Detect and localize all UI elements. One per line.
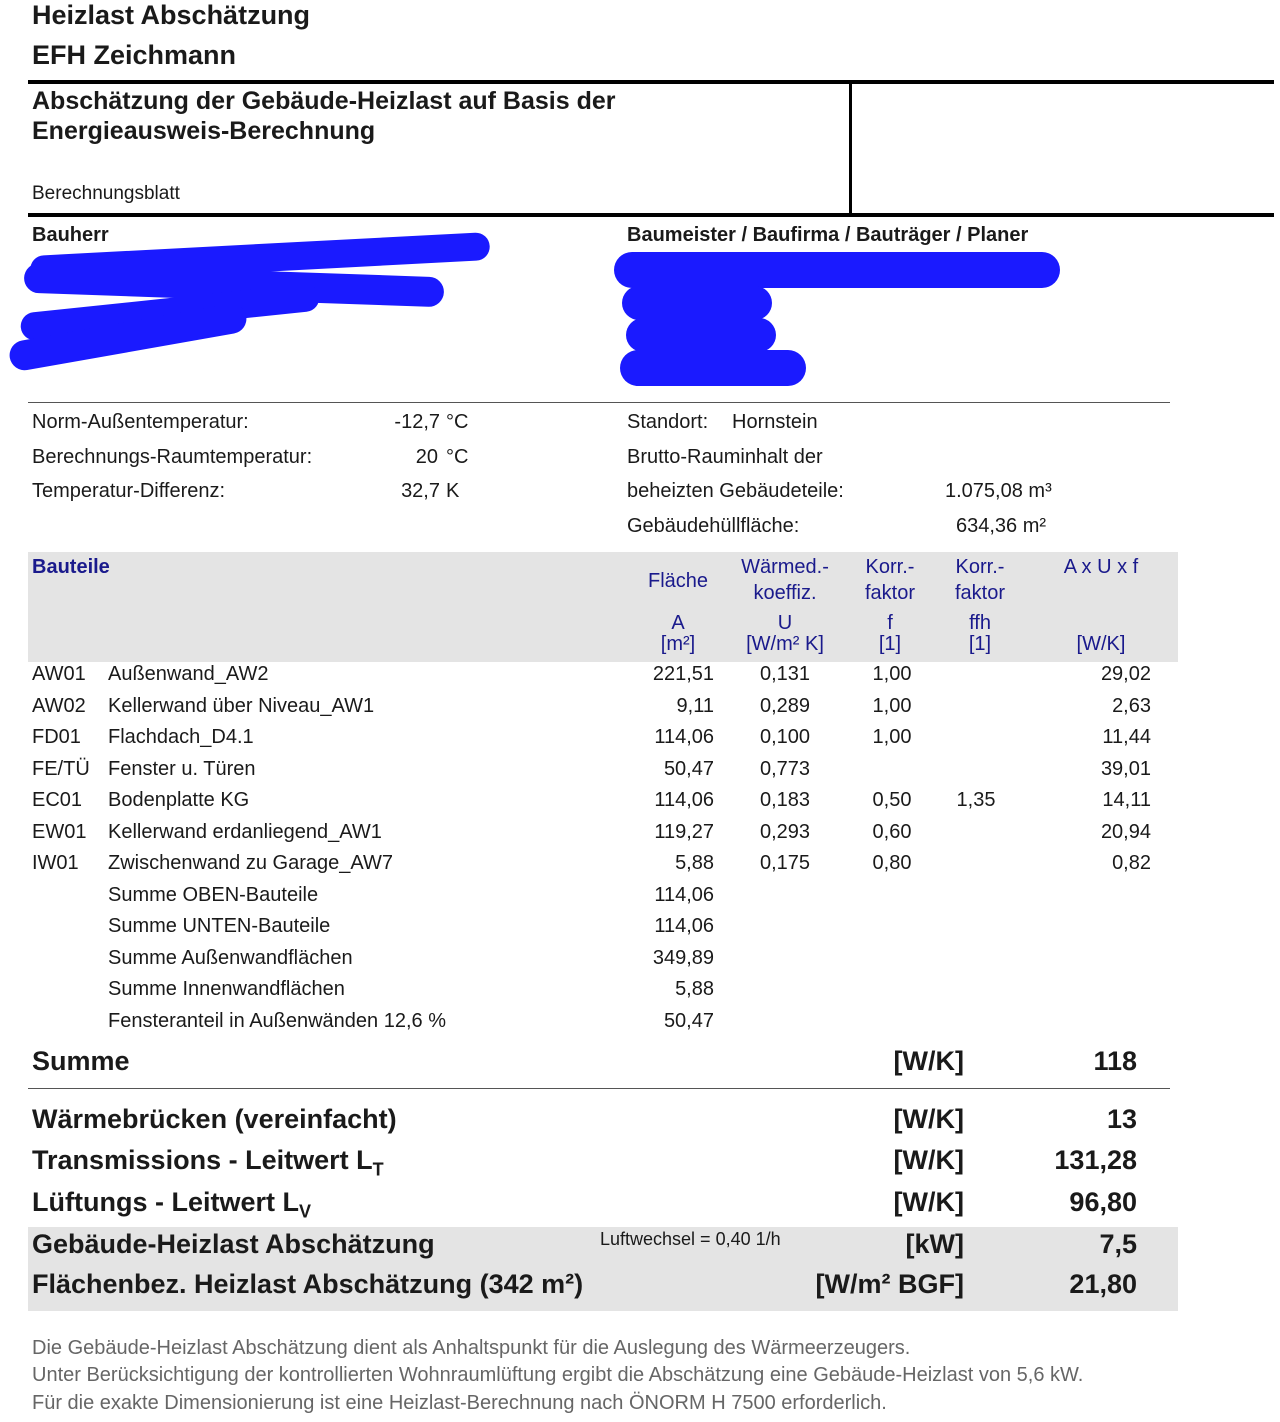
cell-f: 0,60 — [872, 820, 912, 843]
room-temp-value: 20 — [415, 446, 438, 468]
sum-label: Fensteranteil in Außenwänden 12,6 % — [108, 1009, 446, 1032]
sheet-heading-line2: Energieausweis-Berechnung — [32, 117, 376, 145]
bauteile-heading: Bauteile — [32, 556, 110, 578]
lueftung-unit: [W/K] — [893, 1187, 964, 1217]
lueftung-subscript: V — [298, 1201, 311, 1222]
brutto-label-line1: Brutto-Rauminhalt der — [627, 446, 823, 468]
cell-f: 0,50 — [872, 789, 912, 811]
brutto-value: 1.075,08 m³ — [945, 480, 1052, 502]
sum-value: 114,06 — [654, 883, 714, 906]
cell-name: Außenwand_AW2 — [108, 663, 269, 685]
cell-f: 1,00 — [872, 694, 912, 717]
cell-f: 0,80 — [872, 852, 912, 874]
cell-area: 9,11 — [676, 694, 714, 717]
luftwechsel-note: Luftwechsel = 0,40 1/h — [600, 1229, 781, 1249]
parties-rule — [28, 402, 1170, 403]
transmission-unit: [W/K] — [893, 1145, 964, 1175]
cell-u: 0,773 — [759, 757, 811, 780]
cell-name: Bodenplatte KG — [108, 789, 250, 811]
temp-diff-value: 32,7 — [401, 480, 440, 502]
cell-auf: 0,82 — [1112, 852, 1151, 874]
cell-f: 1,00 — [872, 726, 912, 748]
sheet-subtitle: Berechnungsblatt — [32, 183, 180, 204]
cell-name: Kellerwand erdanliegend_AW1 — [108, 820, 382, 843]
sheet-heading-line1: Abschätzung der Gebäude-Heizlast auf Basis der — [32, 87, 616, 115]
norm-temp-label: Norm-Außentemperatur: — [32, 411, 249, 433]
room-temp-label: Berechnungs-Raumtemperatur: — [32, 446, 313, 468]
cell-u: 0,183 — [759, 789, 811, 811]
cell-name: Zwischenwand zu Garage_AW7 — [108, 852, 393, 874]
planer-label: Baumeister / Baufirma / Bauträger / Planer — [627, 224, 1029, 246]
cell-auf: 2,63 — [1112, 694, 1151, 717]
lueftung-label: Lüftungs - Leitwert $L_V$ — [32, 1187, 311, 1222]
standort-label: Standort: — [627, 411, 709, 433]
heizlast-unit: [kW] — [905, 1229, 964, 1259]
cell-auf: 14,11 — [1102, 789, 1151, 811]
footer-note-3: Für die exakte Dimensionierung ist eine Heizlast-Berechnung nach ÖNORM H 7500 erforderlich. — [32, 1392, 887, 1414]
waermebruecken-label: Wärmebrücken (vereinfacht) — [32, 1104, 397, 1134]
sum-label: Summe Innenwandflächen — [108, 978, 345, 1000]
cell-code: AW02 — [32, 694, 86, 717]
cell-code: IW01 — [32, 852, 79, 874]
cell-u: 0,293 — [759, 820, 811, 843]
sum-value: 5,88 — [675, 978, 714, 1000]
transmission-label: Transmissions - Leitwert $L_T$ — [32, 1145, 384, 1180]
brutto-label-line2: beheizten Gebäudeteile: — [627, 480, 844, 502]
cell-u: 0,131 — [759, 663, 811, 685]
sum-label: Summe OBEN-Bauteile — [108, 883, 319, 906]
heizlast-label: Gebäude-Heizlast Abschätzung — [32, 1229, 435, 1259]
norm-temp-unit: °C — [446, 411, 469, 433]
sum-label: Summe UNTEN-Bauteile — [108, 915, 331, 937]
cell-auf: 11,44 — [1102, 726, 1151, 748]
cell-auf: 20,94 — [1100, 820, 1151, 843]
summe-unit: [W/K] — [893, 1046, 964, 1076]
cell-area: 114,06 — [654, 726, 714, 748]
waermebruecken-unit: [W/K] — [893, 1104, 964, 1134]
cell-area: 119,27 — [654, 820, 714, 843]
cell-code: FE/TÜ — [32, 757, 90, 780]
cell-auf: 29,02 — [1100, 663, 1151, 685]
cell-area: 221,51 — [652, 663, 714, 685]
footer-note-1: Die Gebäude-Heizlast Abschätzung dient als Anhaltspunkt für die Auslegung des Wärmeerzeugers. — [32, 1337, 911, 1359]
cell-f: 1,00 — [872, 663, 912, 685]
waermebruecken-value: 13 — [1106, 1104, 1137, 1134]
cell-area: 114,06 — [654, 789, 714, 811]
bauherr-label: Bauherr — [32, 224, 109, 246]
flaechenbez-label: Flächenbez. Heizlast Abschätzung (342 m²) — [32, 1269, 584, 1299]
room-temp-unit: °C — [446, 446, 469, 468]
document-title: Heizlast Abschätzung — [32, 0, 311, 30]
footer-note-2: Unter Berücksichtigung der kontrollierten Wohnraumlüftung ergibt die Abschätzung eine Gebäude-Heizlast von 5,6 kW. — [32, 1364, 1084, 1386]
flaechenbez-value: 21,80 — [1069, 1269, 1137, 1299]
cell-u: 0,100 — [759, 726, 811, 748]
summe-value: 118 — [1093, 1046, 1137, 1076]
cell-code: AW01 — [32, 663, 86, 685]
cell-code: EW01 — [32, 820, 87, 843]
cell-u: 0,289 — [759, 694, 811, 717]
huelle-label: Gebäudehüllfläche: — [627, 515, 800, 537]
cell-area: 5,88 — [675, 852, 714, 874]
cell-auf: 39,01 — [1100, 757, 1151, 780]
cell-name: Kellerwand über Niveau_AW1 — [108, 694, 375, 717]
project-name: EFH Zeichmann — [32, 40, 237, 70]
sum-value: 50,47 — [663, 1009, 714, 1032]
transmission-subscript: T — [372, 1159, 384, 1180]
sum-label: Summe Außenwandflächen — [108, 946, 353, 969]
cell-area: 50,47 — [663, 757, 714, 780]
summe-rule — [28, 1088, 1170, 1089]
cell-ffh: 1,35 — [956, 789, 996, 811]
lueftung-value: 96,80 — [1069, 1187, 1137, 1217]
cell-code: EC01 — [32, 789, 83, 811]
cell-u: 0,175 — [759, 852, 811, 874]
header-top-rule — [28, 80, 1274, 84]
header-box-divider — [849, 82, 852, 215]
standort-value: Hornstein — [732, 411, 818, 433]
summe-label: Summe — [32, 1046, 130, 1076]
cell-name: Flachdach_D4.1 — [108, 726, 254, 748]
temp-diff-unit: K — [446, 480, 460, 502]
sum-value: 114,06 — [654, 915, 714, 937]
temp-diff-label: Temperatur-Differenz: — [32, 480, 226, 502]
sum-value: 349,89 — [652, 946, 714, 969]
huelle-value: 634,36 m² — [956, 515, 1047, 537]
norm-temp-value: -12,7 — [394, 411, 440, 433]
flaechenbez-unit: [W/m² BGF] — [815, 1269, 964, 1299]
transmission-value: 131,28 — [1054, 1145, 1137, 1175]
header-bottom-rule — [28, 213, 1274, 217]
cell-name: Fenster u. Türen — [108, 757, 256, 780]
cell-code: FD01 — [32, 726, 81, 748]
heizlast-value: 7,5 — [1099, 1229, 1137, 1259]
